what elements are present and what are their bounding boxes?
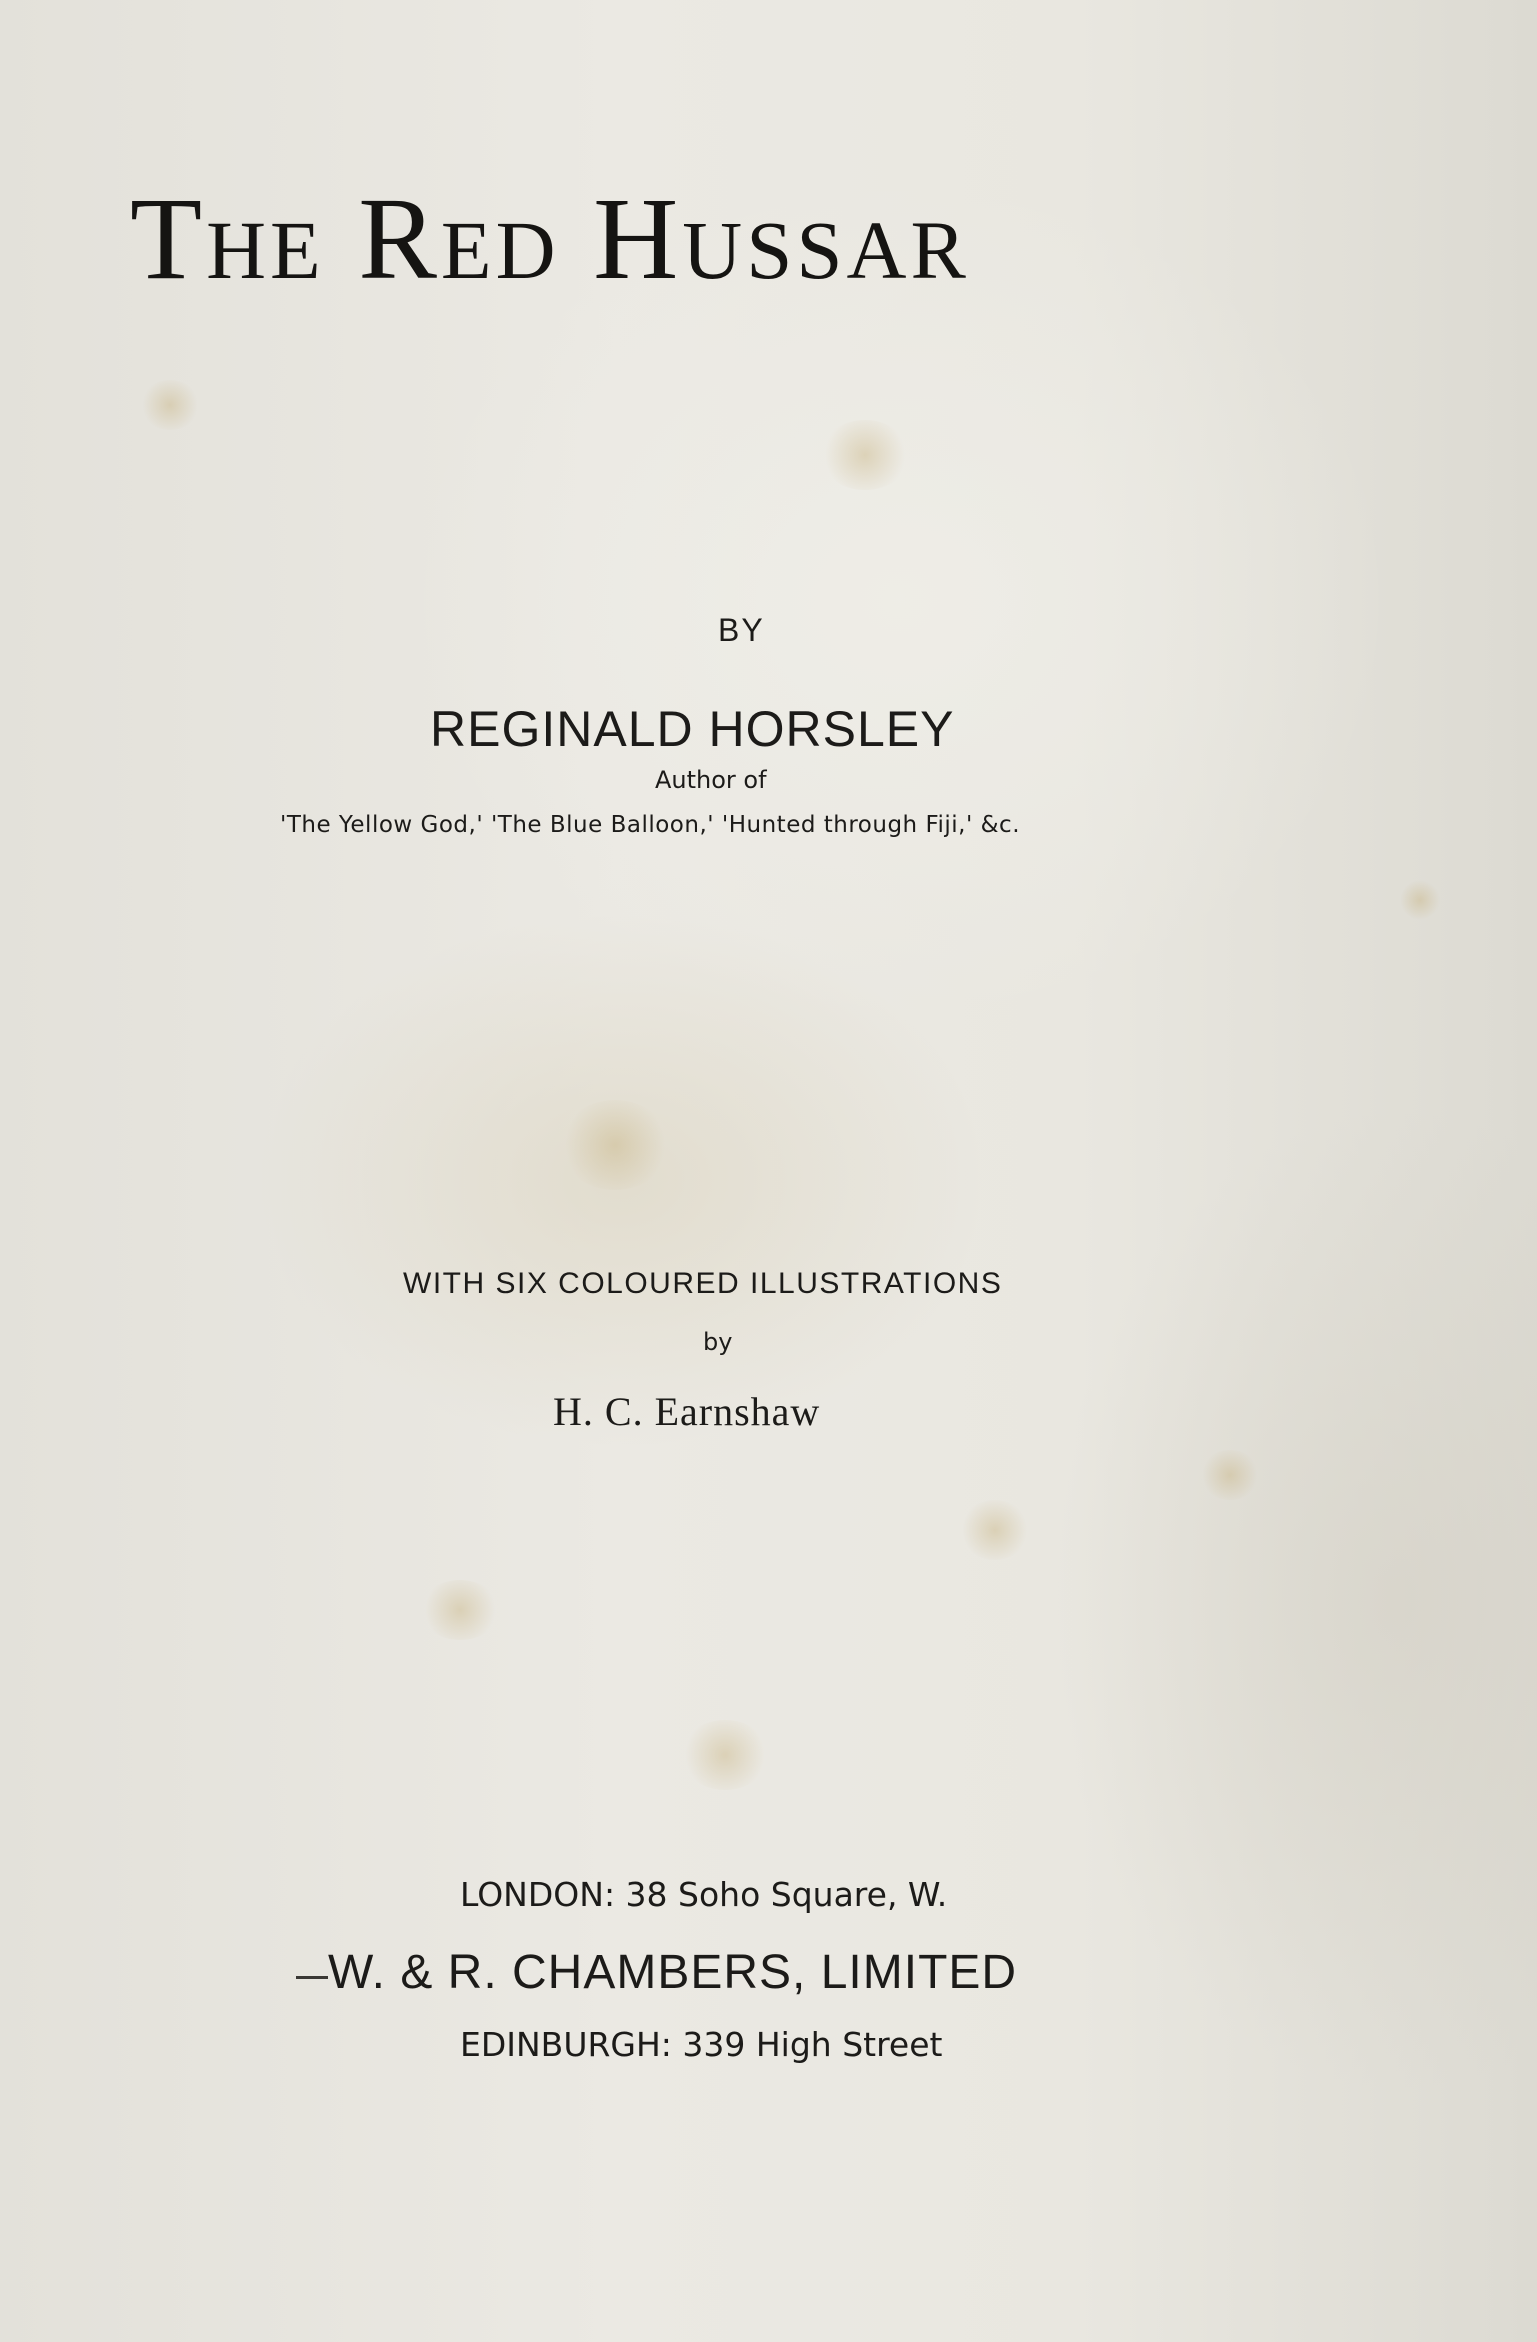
foxing-spot bbox=[820, 420, 910, 490]
by-label: BY bbox=[718, 612, 765, 648]
author-name: REGINALD HORSLEY bbox=[430, 701, 955, 757]
illustrator-name: H. C. Earnshaw bbox=[553, 1389, 821, 1434]
illustrations-by-label: by bbox=[703, 1328, 733, 1356]
foxing-spot bbox=[1200, 1450, 1260, 1500]
foxing-spot bbox=[960, 1500, 1030, 1560]
book-title: The Red Hussar bbox=[130, 173, 970, 304]
foxing-spot bbox=[420, 1580, 500, 1640]
illustrations-note: WITH SIX COLOURED ILLUSTRATIONS bbox=[403, 1267, 1003, 1300]
foxing-spot bbox=[140, 380, 200, 430]
other-works: 'The Yellow God,' 'The Blue Balloon,' 'Hunted through Fiji,' &c. bbox=[280, 812, 1021, 838]
author-of-label: Author of bbox=[655, 766, 767, 794]
decorative-dash bbox=[296, 1976, 328, 1979]
publisher-name: W. & R. CHAMBERS, LIMITED bbox=[328, 1946, 1018, 1999]
foxing-spot bbox=[1400, 880, 1440, 920]
foxing-spot bbox=[680, 1720, 770, 1790]
edinburgh-address: EDINBURGH: 339 High Street bbox=[460, 2025, 943, 2064]
foxing-spot bbox=[560, 1100, 670, 1190]
london-address: LONDON: 38 Soho Square, W. bbox=[460, 1875, 948, 1914]
